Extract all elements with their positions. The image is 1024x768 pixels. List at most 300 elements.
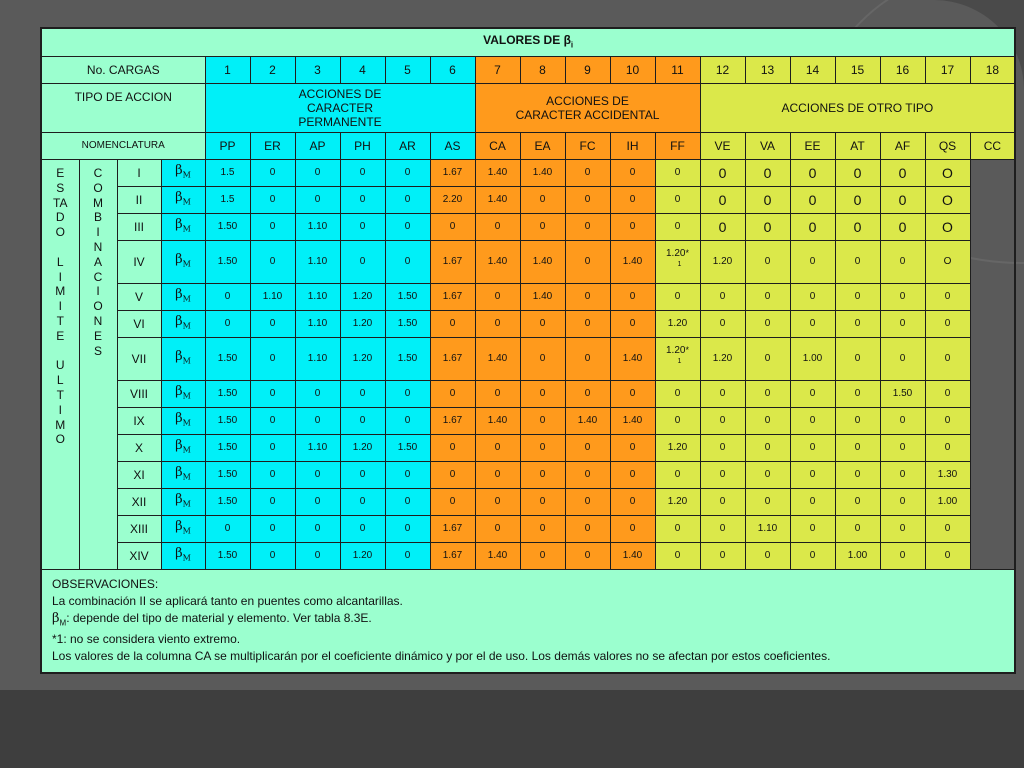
beta-values-table-container <box>40 27 1002 674</box>
value-cell: 0 <box>385 408 430 435</box>
beta-m-symbol <box>161 489 205 516</box>
nomenclatura-code: PH <box>340 133 385 160</box>
value-cell: 1.00 <box>790 338 835 381</box>
vertical-letter: I <box>58 269 62 284</box>
combination-id: VI <box>117 311 161 338</box>
table-row <box>41 187 1015 214</box>
carga-number: 11 <box>655 57 700 84</box>
value-cell: 0 <box>655 462 700 489</box>
value-cell: 1.50 <box>205 435 250 462</box>
observacion-line <box>52 610 1006 631</box>
carga-number: 4 <box>340 57 385 84</box>
observacion-line: *1: no se considera viento extremo. <box>52 632 241 647</box>
value-cell: 0 <box>790 241 835 284</box>
combination-id: I <box>117 160 161 187</box>
value-cell: 0 <box>250 408 295 435</box>
vertical-letter: O <box>55 432 65 447</box>
combination-id: IV <box>117 241 161 284</box>
value-cell: 0 <box>655 381 700 408</box>
value-cell: 0 <box>385 187 430 214</box>
value-cell: 0 <box>205 311 250 338</box>
beta-subscript: M <box>182 391 191 401</box>
value-cell: 0 <box>250 543 295 570</box>
value-cell: 0 <box>610 284 655 311</box>
value-cell: 0 <box>835 187 880 214</box>
value-cell: 1.50 <box>205 214 250 241</box>
vertical-letter: E <box>56 166 65 180</box>
tipo-permanente: ACCIONES DE CARACTER PERMANENTE <box>205 84 475 133</box>
value-cell: 0 <box>880 543 925 570</box>
value-cell: 1.50 <box>205 462 250 489</box>
value-cell: 0 <box>385 489 430 516</box>
nomenclatura-code: IH <box>610 133 655 160</box>
value-cell: 0 <box>295 187 340 214</box>
value-cell: 0 <box>565 241 610 284</box>
value-cell: 0 <box>250 214 295 241</box>
table-row <box>41 381 1015 408</box>
value-cell: 1.67 <box>430 284 475 311</box>
beta-subscript: M <box>182 526 191 536</box>
value-cell: 0 <box>655 160 700 187</box>
beta-values-table <box>40 27 1016 674</box>
nomenclatura-code: AP <box>295 133 340 160</box>
value-cell: 1.40 <box>565 408 610 435</box>
observacion-text: : depende del tipo de material y elemento. Ver tabla 8.3E. <box>66 611 372 625</box>
value-cell: 0 <box>610 462 655 489</box>
value-cell: 0 <box>880 516 925 543</box>
value-cell: 0 <box>700 284 745 311</box>
value-cell: 1.20 <box>340 284 385 311</box>
value-cell: 0 <box>430 489 475 516</box>
beta-symbol: β <box>175 348 183 364</box>
value-cell: 0 <box>295 160 340 187</box>
beta-symbol: β <box>175 216 183 232</box>
beta-m-symbol <box>161 214 205 241</box>
observaciones-block <box>41 570 1015 674</box>
value-cell: 0 <box>520 516 565 543</box>
value-cell: 0 <box>790 160 835 187</box>
footnote-number: 1 <box>677 261 682 268</box>
carga-number: 9 <box>565 57 610 84</box>
beta-symbol: β <box>52 611 60 626</box>
value-cell: 0 <box>565 381 610 408</box>
value-cell: 0 <box>565 284 610 311</box>
value-cell: 0 <box>655 214 700 241</box>
carga-number: 8 <box>520 57 565 84</box>
value-cell: 1.40 <box>475 187 520 214</box>
table-row <box>41 516 1015 543</box>
value-cell: 0 <box>880 160 925 187</box>
beta-m-symbol <box>161 462 205 489</box>
value-cell: 1.00 <box>925 489 970 516</box>
value-cell: 0 <box>520 408 565 435</box>
value-cell: 0 <box>475 489 520 516</box>
value-cell: 0 <box>700 381 745 408</box>
value-cell: 0 <box>790 462 835 489</box>
combination-id: XI <box>117 462 161 489</box>
vertical-letter: TA <box>53 195 68 210</box>
table-row <box>41 241 1015 284</box>
value-cell: 1.40 <box>610 338 655 381</box>
value-cell: 0 <box>205 516 250 543</box>
tipo-otro: ACCIONES DE OTRO TIPO <box>700 84 1015 133</box>
value-cell: 0 <box>745 543 790 570</box>
combination-id: XIV <box>117 543 161 570</box>
nomenclatura-code: AS <box>430 133 475 160</box>
table-row <box>41 462 1015 489</box>
value-cell: 1.50 <box>385 435 430 462</box>
vertical-letter: C <box>93 269 103 284</box>
value-cell: 1.67 <box>430 160 475 187</box>
value-cell: 0 <box>385 543 430 570</box>
value-cell: 0 <box>250 187 295 214</box>
value-cell: 0 <box>925 381 970 408</box>
vertical-letter: C <box>93 166 103 180</box>
cargas-label: No. CARGAS <box>41 57 205 84</box>
asterisk-mark: * <box>685 248 689 258</box>
background-bottom <box>0 690 1024 768</box>
value-cell: 1.50 <box>205 408 250 435</box>
value-cell: 0 <box>880 462 925 489</box>
value-cell: 0 <box>835 241 880 284</box>
nomenclatura-code: EE <box>790 133 835 160</box>
value-cell: 1.67 <box>430 516 475 543</box>
value-cell: 0 <box>610 214 655 241</box>
value-cell: 0 <box>610 311 655 338</box>
value-cell: 0 <box>655 284 700 311</box>
nomenclatura-code: CC <box>970 133 1015 160</box>
value-cell: 0 <box>790 187 835 214</box>
vertical-letter: T <box>56 313 64 328</box>
value-cell: 0 <box>790 214 835 241</box>
value-cell: 0 <box>520 187 565 214</box>
value-cell: 0 <box>880 489 925 516</box>
value-cell: 1.67 <box>430 543 475 570</box>
combination-id: XII <box>117 489 161 516</box>
value-cell: 0 <box>520 462 565 489</box>
value-cell: 0 <box>790 381 835 408</box>
value-cell: 0 <box>745 311 790 338</box>
value-cell: 0 <box>520 435 565 462</box>
value-cell: 0 <box>835 462 880 489</box>
nomenclatura-code: CA <box>475 133 520 160</box>
value-cell: 0 <box>295 462 340 489</box>
vertical-letter: L <box>56 373 64 388</box>
carga-number: 16 <box>880 57 925 84</box>
value-cell: 1.40 <box>520 284 565 311</box>
value-cell: 0 <box>925 284 970 311</box>
beta-m-symbol <box>161 435 205 462</box>
nomenclatura-code: VA <box>745 133 790 160</box>
value-cell: 0 <box>790 408 835 435</box>
combination-id: VIII <box>117 381 161 408</box>
value-cell: 0 <box>655 543 700 570</box>
value-cell: 2.20 <box>430 187 475 214</box>
carga-number: 14 <box>790 57 835 84</box>
value-cell: 1.50 <box>880 381 925 408</box>
value-cell: 1.10 <box>295 241 340 284</box>
value-cell: 0 <box>520 381 565 408</box>
nomenclatura-code: FC <box>565 133 610 160</box>
value-cell: 1.10 <box>745 516 790 543</box>
vertical-letter: I <box>58 402 62 417</box>
table-row <box>41 338 1015 381</box>
value-cell: 0 <box>340 187 385 214</box>
value-cell: 0 <box>790 435 835 462</box>
value-cell: 0 <box>385 241 430 284</box>
nomenclatura-code: QS <box>925 133 970 160</box>
value-cell: 0 <box>295 489 340 516</box>
value-cell: 1.10 <box>295 214 340 241</box>
value-cell: 0 <box>565 160 610 187</box>
observaciones-label: OBSERVACIONES: <box>52 577 159 591</box>
nomenclatura-code: AF <box>880 133 925 160</box>
value-cell: 1.30 <box>925 462 970 489</box>
value-cell: 0 <box>475 516 520 543</box>
value-cell: 0 <box>610 160 655 187</box>
value-cell: O <box>925 241 970 284</box>
value-cell: O <box>925 187 970 214</box>
value-cell: 0 <box>385 214 430 241</box>
value-cell: 0 <box>340 214 385 241</box>
value-cell: 0 <box>880 241 925 284</box>
table-row <box>41 284 1015 311</box>
value-cell: 0 <box>745 489 790 516</box>
value-cell: 0 <box>925 435 970 462</box>
table-row <box>41 543 1015 570</box>
vertical-letter: T <box>56 387 64 402</box>
value-cell: 0 <box>835 338 880 381</box>
value-cell: 0 <box>880 338 925 381</box>
vertical-letter: O <box>55 225 65 240</box>
value-cell: 0 <box>835 435 880 462</box>
value-cell: 0 <box>925 311 970 338</box>
value-cell: 0 <box>610 381 655 408</box>
value-cell: 0 <box>835 489 880 516</box>
value-cell: 0 <box>745 381 790 408</box>
value-cell: 0 <box>340 489 385 516</box>
value-cell: 1.00 <box>835 543 880 570</box>
vertical-letter: E <box>56 328 65 343</box>
value-cell: 0 <box>565 516 610 543</box>
beta-m-symbol <box>161 338 205 381</box>
table-row <box>41 408 1015 435</box>
value-cell: 0 <box>835 214 880 241</box>
value-cell: 0 <box>925 543 970 570</box>
value-cell: 1.40 <box>475 338 520 381</box>
value-cell: 1.20 <box>340 338 385 381</box>
value-cell: 0 <box>295 408 340 435</box>
vertical-letter: E <box>93 328 102 343</box>
beta-symbol: β <box>175 189 183 205</box>
beta-m-symbol <box>161 381 205 408</box>
value-cell: 1.20 <box>655 489 700 516</box>
value-cell: 1.20 <box>340 435 385 462</box>
beta-m-symbol <box>161 516 205 543</box>
value-cell: 1.40 <box>520 241 565 284</box>
value-cell: 0 <box>835 408 880 435</box>
carga-number: 10 <box>610 57 655 84</box>
beta-subscript: M <box>182 321 191 331</box>
value-cell: 1.40 <box>475 543 520 570</box>
vertical-letter: O <box>93 180 103 195</box>
tipo-accidental: ACCIONES DE CARACTER ACCIDENTAL <box>475 84 700 133</box>
value-cell: 1.40 <box>475 160 520 187</box>
combination-id: IX <box>117 408 161 435</box>
value-cell: 0 <box>700 543 745 570</box>
value-cell: 0 <box>610 516 655 543</box>
vertical-letter <box>42 344 79 359</box>
value-cell: 0 <box>655 408 700 435</box>
nomenclatura-code: VE <box>700 133 745 160</box>
value-cell: 1.10 <box>295 284 340 311</box>
asterisk-mark: * <box>685 345 689 355</box>
value-cell: 0 <box>475 381 520 408</box>
beta-m-symbol <box>161 284 205 311</box>
value-cell: 0 <box>700 462 745 489</box>
beta-subscript: M <box>182 553 191 563</box>
value-cell: 0 <box>565 338 610 381</box>
value-cell: 0 <box>565 187 610 214</box>
value-cell: 0 <box>700 311 745 338</box>
beta-symbol: β <box>175 251 183 267</box>
vertical-letter: S <box>56 180 65 195</box>
value-cell: 0 <box>925 516 970 543</box>
value-cell: 1.50 <box>205 241 250 284</box>
value-cell: 0 <box>745 462 790 489</box>
vertical-letter: L <box>56 254 64 269</box>
value-cell: 0 <box>430 462 475 489</box>
value-cell: 0 <box>700 160 745 187</box>
table-row <box>41 214 1015 241</box>
value-cell: 0 <box>610 187 655 214</box>
value-cell: 0 <box>250 516 295 543</box>
value-cell: 1.5 <box>205 187 250 214</box>
value-cell: 0 <box>835 284 880 311</box>
value-cell: 0 <box>565 311 610 338</box>
value-cell: 0 <box>880 408 925 435</box>
value-cell: 0 <box>520 489 565 516</box>
value-cell: 0 <box>835 160 880 187</box>
value-cell: 0 <box>250 489 295 516</box>
beta-symbol: β <box>175 464 183 480</box>
value-text: 1.20 <box>666 248 686 259</box>
vertical-letter: M <box>93 195 103 210</box>
value-cell: 1.20 <box>340 543 385 570</box>
carga-number: 12 <box>700 57 745 84</box>
value-cell: 0 <box>835 381 880 408</box>
table-row <box>41 160 1015 187</box>
value-cell: 1.67 <box>430 338 475 381</box>
beta-symbol: β <box>175 286 183 302</box>
beta-subscript: M <box>182 418 191 428</box>
carga-number: 15 <box>835 57 880 84</box>
value-cell: 1.50 <box>205 381 250 408</box>
value-cell: 0 <box>835 311 880 338</box>
value-cell: 0 <box>295 516 340 543</box>
beta-symbol: β <box>175 162 183 178</box>
vertical-letter: I <box>58 299 62 314</box>
carga-number: 5 <box>385 57 430 84</box>
value-cell: 0 <box>790 516 835 543</box>
beta-subscript: M <box>182 472 191 482</box>
value-cell: 1.50 <box>385 311 430 338</box>
value-cell: 0 <box>385 381 430 408</box>
value-cell: 1.20 <box>655 435 700 462</box>
value-cell: 0 <box>610 435 655 462</box>
value-cell: 0 <box>925 338 970 381</box>
value-cell: 0 <box>880 284 925 311</box>
beta-m-symbol <box>161 408 205 435</box>
value-cell: 0 <box>655 516 700 543</box>
value-cell: 0 <box>745 338 790 381</box>
beta-subscript: M <box>182 356 191 366</box>
carga-number: 2 <box>250 57 295 84</box>
value-cell: 0 <box>340 241 385 284</box>
value-cell: 0 <box>475 284 520 311</box>
value-cell: 1.50 <box>385 338 430 381</box>
value-cell: 0 <box>790 489 835 516</box>
value-cell: 0 <box>565 489 610 516</box>
table-row <box>41 435 1015 462</box>
value-cell: 0 <box>745 187 790 214</box>
value-cell: 0 <box>925 408 970 435</box>
value-cell: 1.40 <box>475 408 520 435</box>
value-cell: 1.50 <box>205 543 250 570</box>
value-cell: 1.50 <box>205 338 250 381</box>
value-cell: 0 <box>700 516 745 543</box>
value-cell: 0 <box>745 408 790 435</box>
beta-subscript: M <box>182 499 191 509</box>
value-text: 1.20 <box>666 345 686 356</box>
beta-subscript: M <box>182 224 191 234</box>
value-cell: 0 <box>790 284 835 311</box>
value-cell: 0 <box>475 214 520 241</box>
combination-id: V <box>117 284 161 311</box>
vertical-letter: B <box>93 210 102 225</box>
value-cell: 0 <box>295 381 340 408</box>
value-cell: 1.5 <box>205 160 250 187</box>
value-cell: 1.10 <box>295 338 340 381</box>
combination-id: II <box>117 187 161 214</box>
vertical-letter: I <box>96 225 100 240</box>
value-cell: 0 <box>250 241 295 284</box>
beta-symbol: β <box>175 491 183 507</box>
beta-subscript: M <box>182 259 191 269</box>
value-cell: 0 <box>205 284 250 311</box>
value-cell: 1.67 <box>430 241 475 284</box>
value-cell: 0 <box>790 311 835 338</box>
vertical-letter: S <box>93 343 102 358</box>
value-cell: 0 <box>340 381 385 408</box>
value-cell: 0 <box>520 338 565 381</box>
value-cell: 0 <box>520 214 565 241</box>
value-cell: 0 <box>700 408 745 435</box>
value-cell <box>655 241 700 284</box>
carga-number: 1 <box>205 57 250 84</box>
beta-m-symbol <box>161 311 205 338</box>
value-cell: 0 <box>565 435 610 462</box>
value-cell: 0 <box>880 435 925 462</box>
value-cell: 0 <box>700 214 745 241</box>
combination-id: X <box>117 435 161 462</box>
value-cell: 0 <box>610 489 655 516</box>
vertical-letter: O <box>93 299 103 314</box>
beta-symbol: β <box>175 313 183 329</box>
value-cell: 0 <box>250 338 295 381</box>
carga-number: 13 <box>745 57 790 84</box>
nomenclatura-code: ER <box>250 133 295 160</box>
